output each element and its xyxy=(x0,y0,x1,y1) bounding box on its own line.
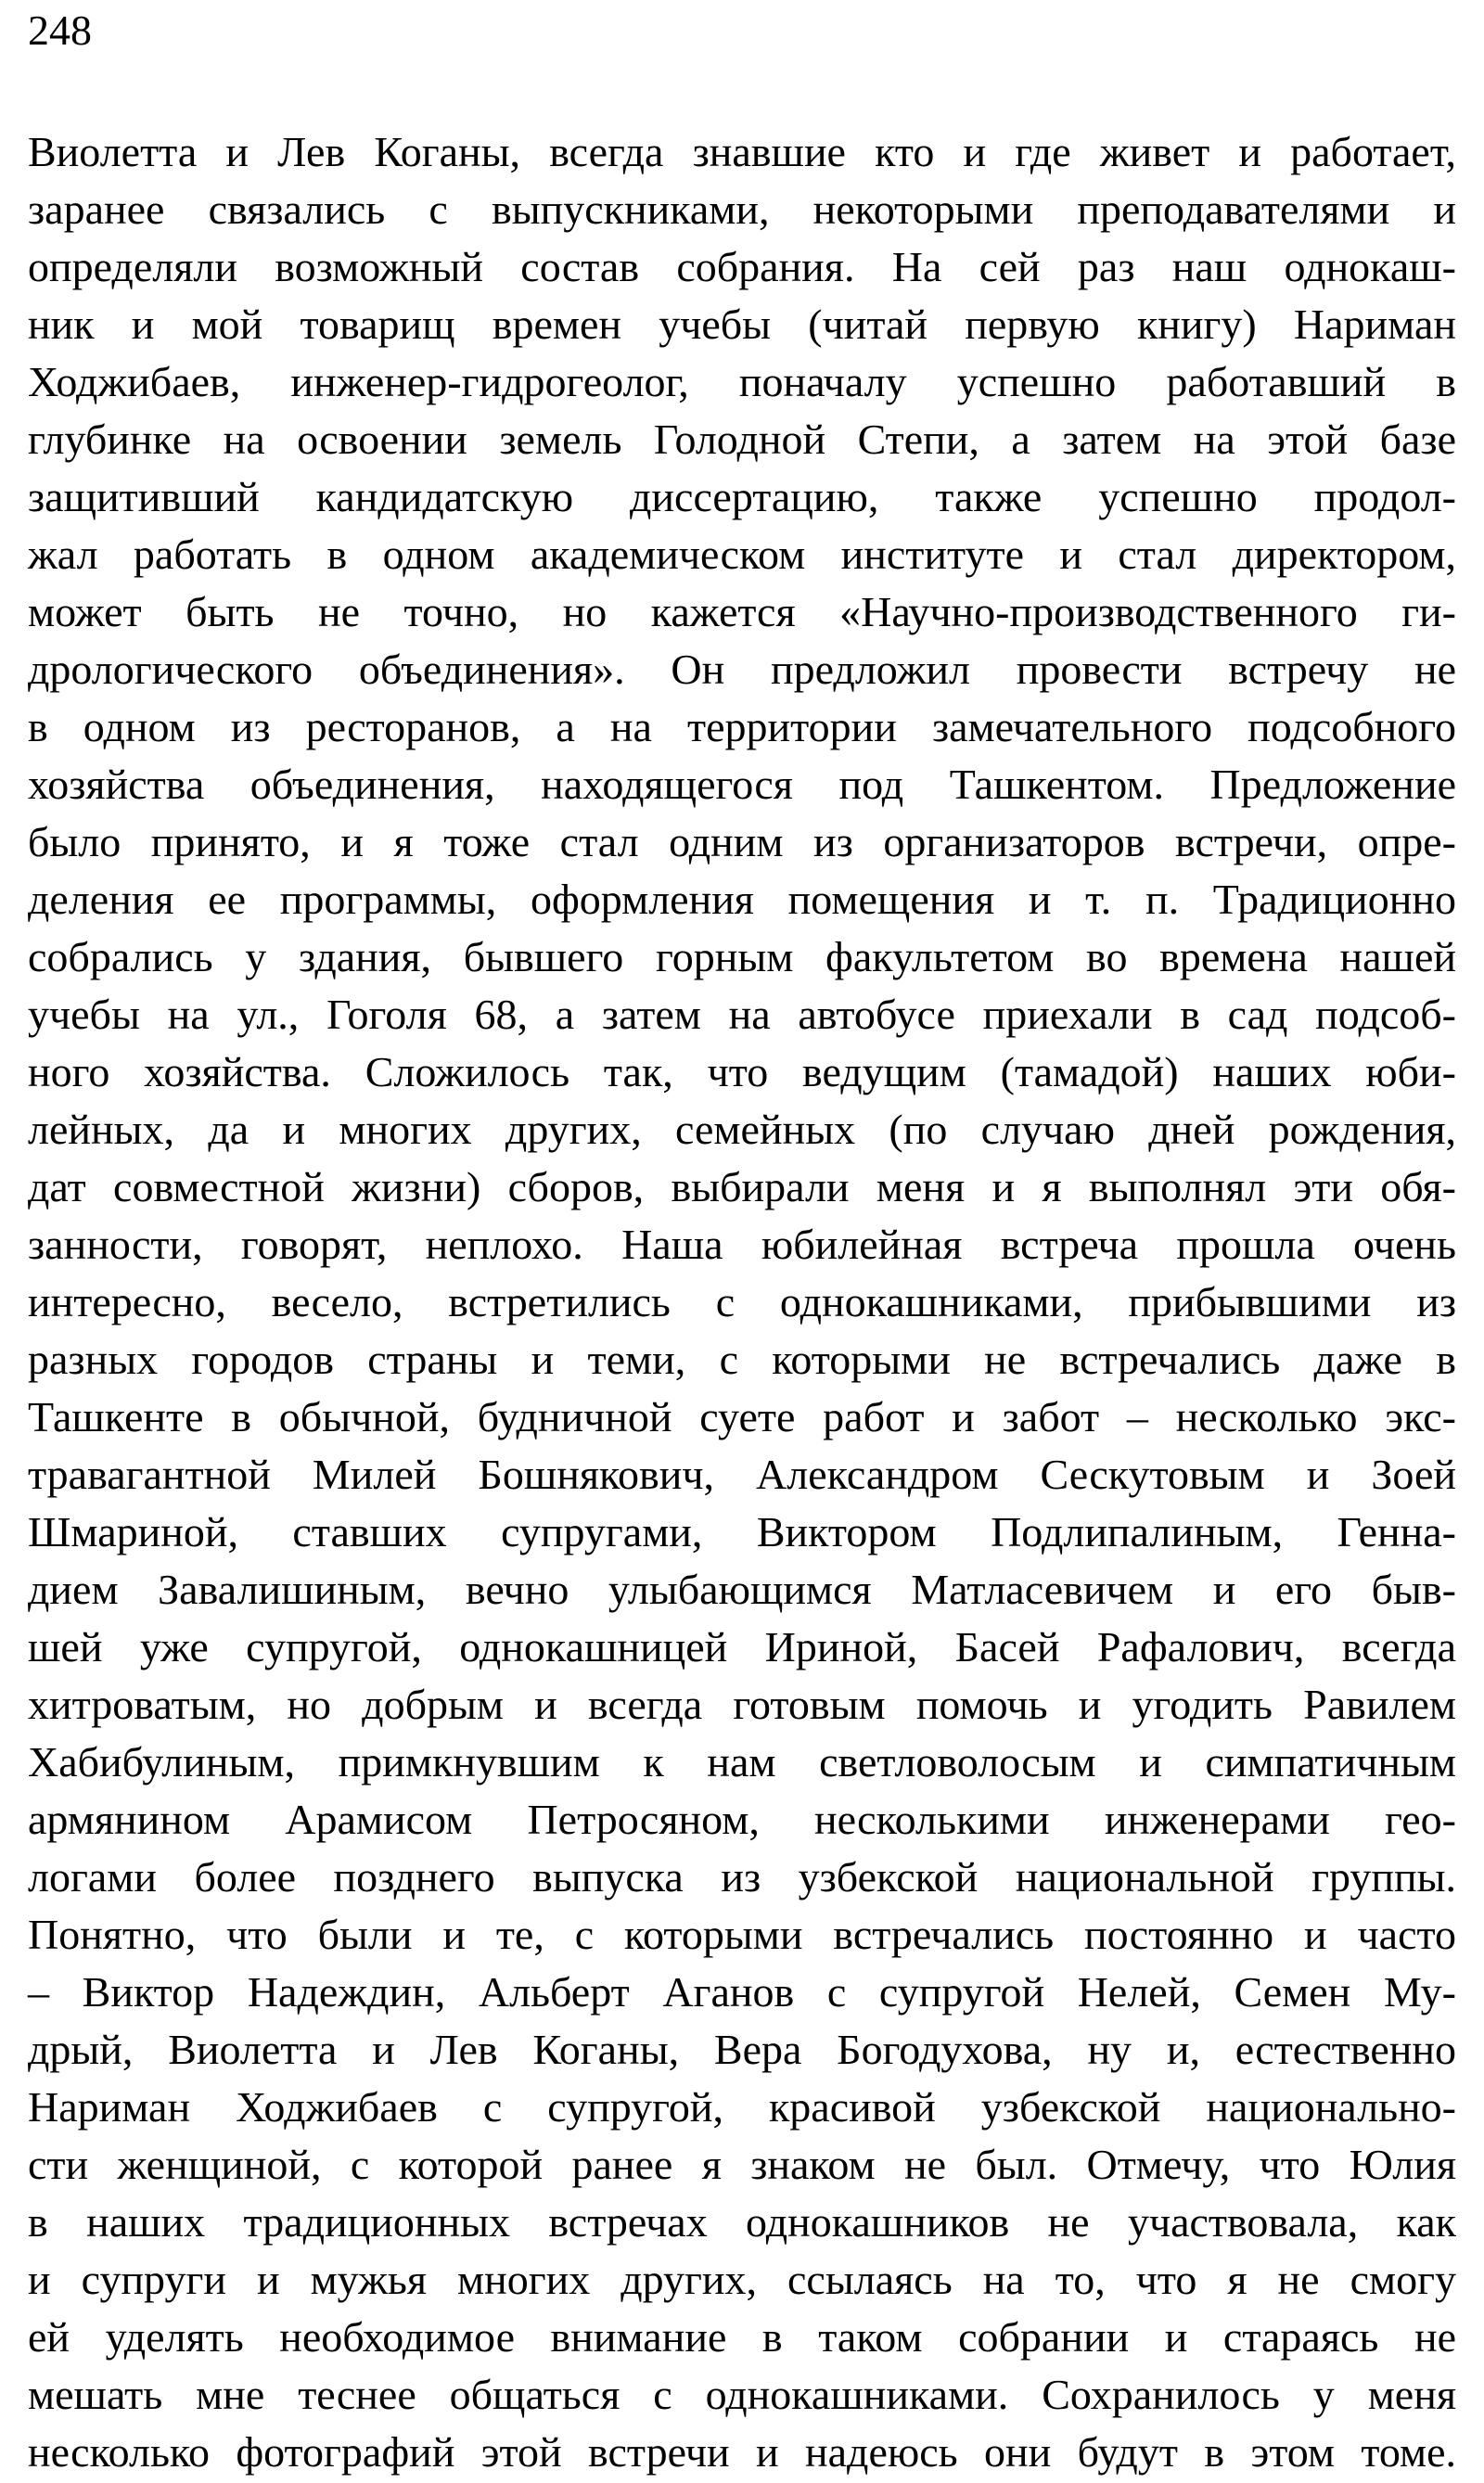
text-line: несколько фотографий этой встречи и надеюсь они будут в этом томе. xyxy=(28,2428,1456,2476)
body-text-block xyxy=(28,123,1456,2481)
text-line: дрологического объединения». Он предложил провести встречу не xyxy=(28,646,1456,693)
text-line: дрый, Виолетта и Лев Коганы, Вера Богодухова, ну и, естественно xyxy=(28,2026,1456,2073)
text-line: Ходжибаев, инженер-гидрогеолог, поначалу успешно работавший в xyxy=(28,358,1456,405)
text-line: ей уделять необходимое внимание в таком собрании и стараясь не xyxy=(28,2313,1456,2361)
text-line: учебы на ул., Гоголя 68, а затем на автобусе приехали в сад подсоб- xyxy=(28,991,1456,1038)
text-line: шей уже супругой, однокашницей Ириной, Басей Рафалович, всегда xyxy=(28,1623,1456,1670)
text-line: и супруги и мужья многих других, ссылаясь на то, что я не смогу xyxy=(28,2256,1456,2303)
text-line: хитроватым, но добрым и всегда готовым помочь и угодить Равилем xyxy=(28,1681,1456,1728)
page-number: 248 xyxy=(28,6,92,54)
text-line: может быть не точно, но кажется «Научно-производственного ги- xyxy=(28,588,1456,635)
text-line: собрались у здания, бывшего горным факультетом во времена нашей xyxy=(28,933,1456,980)
text-line: сти женщиной, с которой ранее я знаком не был. Отмечу, что Юлия xyxy=(28,2141,1456,2188)
text-line: в наших традиционных встречах однокашников не участвовала, как xyxy=(28,2198,1456,2246)
text-line: – Виктор Надеждин, Альберт Аганов с супругой Нелей, Семен Му- xyxy=(28,1968,1456,2016)
text-line: жал работать в одном академическом институте и стал директором, xyxy=(28,531,1456,578)
text-line: заранее связались с выпускниками, некоторыми преподавателями и xyxy=(28,186,1456,233)
text-line: логами более позднего выпуска из узбекской национальной группы. xyxy=(28,1853,1456,1901)
text-line: дат совместной жизни) сборов, выбирали меня и я выполнял эти обя- xyxy=(28,1163,1456,1210)
text-line: армянином Арамисом Петросяном, несколькими инженерами гео- xyxy=(28,1796,1456,1843)
text-line: деления ее программы, оформления помещения и т. п. Традиционно xyxy=(28,876,1456,923)
text-line: в одном из ресторанов, а на территории замечательного подсобного xyxy=(28,703,1456,750)
text-line: занности, говорят, неплохо. Наша юбилейная встреча прошла очень xyxy=(28,1221,1456,1268)
text-line: Понятно, что были и те, с которыми встречались постоянно и часто xyxy=(28,1911,1456,1958)
text-line: определяли возможный состав собрания. На сей раз наш однокаш- xyxy=(28,243,1456,290)
text-line: ник и мой товарищ времен учебы (читай первую книгу) Нариман xyxy=(28,301,1456,348)
text-line: ного хозяйства. Сложилось так, что ведущим (тамадой) наших юби- xyxy=(28,1048,1456,1095)
text-line: разных городов страны и теми, с которыми не встречались даже в xyxy=(28,1336,1456,1383)
text-line: лейных, да и многих других, семейных (по случаю дней рождения, xyxy=(28,1106,1456,1153)
text-line: Шмариной, ставших супругами, Виктором Подлипалиным, Генна- xyxy=(28,1508,1456,1555)
text-line: мешать мне теснее общаться с однокашниками. Сохранилось у меня xyxy=(28,2371,1456,2418)
text-line: было принято, и я тоже стал одним из организаторов встречи, опре- xyxy=(28,818,1456,865)
text-line: хозяйства объединения, находящегося под Ташкентом. Предложение xyxy=(28,761,1456,808)
text-line: Виолетта и Лев Коганы, всегда знавшие кто и где живет и работает, xyxy=(28,128,1456,175)
text-line: Нариман Ходжибаев с супругой, красивой узбекской национально- xyxy=(28,2083,1456,2131)
text-line: интересно, весело, встретились с однокашниками, прибывшими из xyxy=(28,1278,1456,1325)
text-line: глубинке на освоении земель Голодной Степи, а затем на этой базе xyxy=(28,416,1456,463)
text-line: защитивший кандидатскую диссертацию, также успешно продол- xyxy=(28,473,1456,520)
text-line: дием Завалишиным, вечно улыбающимся Матласевичем и его быв- xyxy=(28,1566,1456,1613)
text-line: Ташкенте в обычной, будничной суете работ и забот – несколько экс- xyxy=(28,1393,1456,1440)
text-line: Хабибулиным, примкнувшим к нам светловолосым и симпатичным xyxy=(28,1738,1456,1785)
text-line: травагантной Милей Бошнякович, Александром Сескутовым и Зоей xyxy=(28,1451,1456,1498)
